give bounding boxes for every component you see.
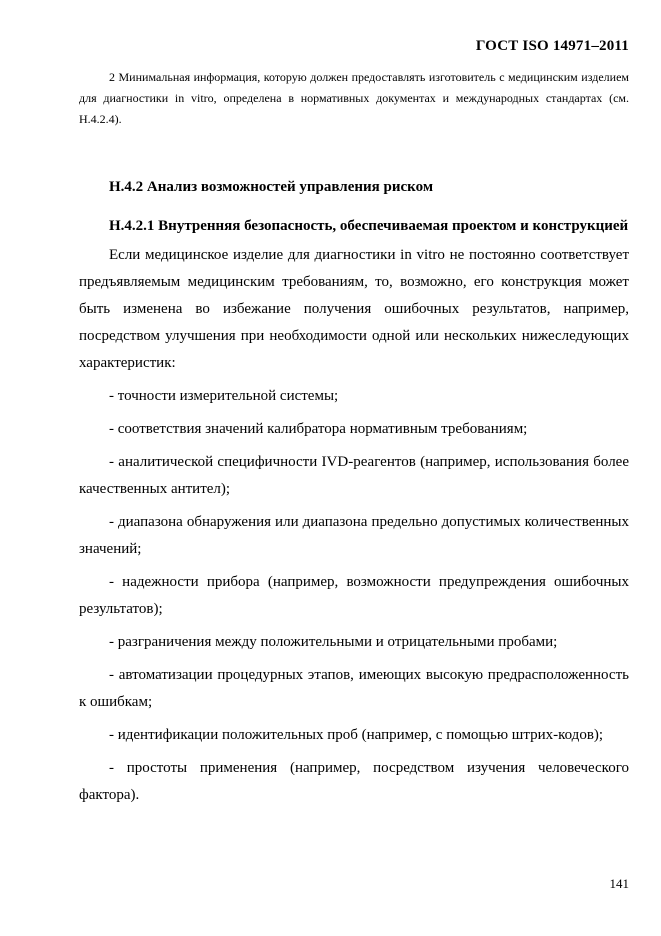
- document-header-standard: ГОСТ ISO 14971–2011: [475, 38, 629, 54]
- list-item-4: - диапазона обнаружения или диапазона предельно допустимых количественных значений;: [79, 514, 629, 557]
- page-content: [79, 67, 629, 809]
- section-heading: H.4.2 Анализ возможностей управления риском: [109, 179, 434, 195]
- list-item-5: - надежности прибора (например, возможности предупреждения ошибочных результатов);: [79, 574, 629, 617]
- list-item-7: - автоматизации процедурных этапов, имеющих высокую предрасположенность к ошибкам;: [79, 667, 629, 710]
- page-number: 141: [609, 876, 629, 891]
- list-item-6: - разграничения между положительными и отрицательными пробами;: [109, 634, 558, 650]
- list-item-3: - аналитической специфичности IVD-реагентов (например, использования более качественных антител);: [79, 454, 629, 497]
- intro-paragraph: Если медицинское изделие для диагностики in vitro не постоянно соответствует предъявляемым медицинским требованиям, то, возможно, его конструкция может быть изменена во избежание получения ошибочных результатов, например, посредством улучшения при необходимости одной или нескольких нижеследующих характеристик:: [79, 247, 629, 371]
- list-item-9: - простоты применения (например, посредством изучения человеческого фактора).: [79, 760, 629, 803]
- subsection-heading: H.4.2.1 Внутренняя безопасность, обеспечиваемая проектом и конструкцией: [109, 218, 629, 234]
- list-item-8: - идентификации положительных проб (например, с помощью штрих-кодов);: [109, 727, 604, 743]
- list-item-1: - точности измерительной системы;: [109, 388, 339, 404]
- list-item-2: - соответствия значений калибратора нормативным требованиям;: [109, 421, 528, 437]
- note-paragraph: 2 Минимальная информация, которую должен предоставлять изготовитель с медицинским изделием для диагностики in vitro, определена в нормативных документах и международных стандартах (см. H.4.2.4).: [79, 70, 629, 126]
